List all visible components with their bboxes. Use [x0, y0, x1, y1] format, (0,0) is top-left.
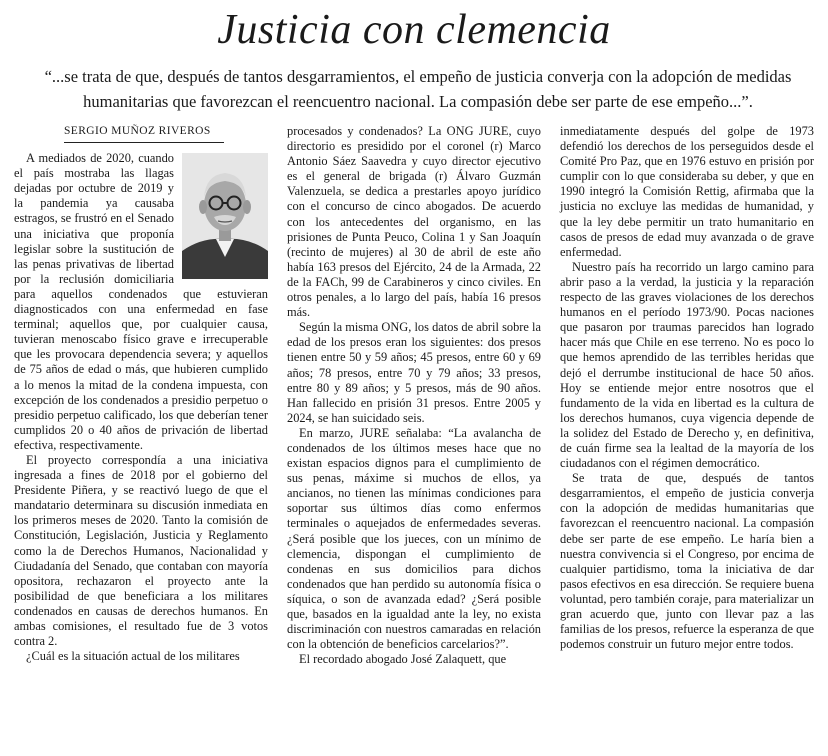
article-column-2: [287, 124, 541, 667]
article-title: Justicia con clemencia: [217, 7, 611, 53]
paragraph: Se trata de que, después de tantos desgarramientos, el empeño de justicia converja con la adopción de medidas humanitarias que favorezcan el reencuentro nacional. La compasión debe ser parte de ese empeño. Le haría bien a nuestra convivencia si el Congreso, por encima de cualquier partidismo, toma la iniciativa de dar pasos efectivos en esa dirección. Se requiere buena voluntad, pero también coraje, para materializar un gran acuerdo que, junto con llevar paz a las familias de los presos, refuerce la esperanza de que podemos construir un futuro mejor entre todos.: [560, 471, 814, 652]
paragraph: Nuestro país ha recorrido un largo camino para abrir paso a la verdad, la justicia y la reparación respecto de las graves violaciones de los derechos humanos en el período 1973/90. Pocas naciones que pasaron por traumas parecidos han logrado hacer más que Chile en ese terreno. No es poco lo que hemos aprendido de las terribles heridas que dejó el derrumbe institucional de hace 50 años. Hoy se entiende mejor entre nosotros que el fundamento de la vida en libertad es la cultura de los derechos humanos, cuya vigencia depende de la solidez del Estado de Derecho y, en definitiva, de cuán firme sea la lealtad de la mayoría de los ciudadanos con el régimen democrático.: [560, 259, 814, 471]
paragraph: El proyecto correspondía a una iniciativa ingresada a fines de 2018 por el gobierno del Presidente Piñera, y se reactivó luego de que el mandatario determinara su discusión inmediata en los primeros meses de 2020. Tanto la comisión de Constitución, Legislación, Justicia y Reglamento como la de Derechos Humanos, Nacionalidad y Ciudadanía del Senado, que contaban con mayoría opositora, rechazaron el proyecto ante la posibilidad de que beneficiara a los militares condenados en causas de derechos humanos. En ambas comisiones, el resultado fue de 3 votos contra 2.: [14, 452, 268, 649]
pull-quote: “...se trata de que, después de tantos desgarramientos, el empeño de justicia converja con la adopción de medidas humanitarias que favorezcan el reencuentro nacional. La compasión debe ser parte de ese empeño...”.: [44, 67, 792, 111]
paragraph: Según la misma ONG, los datos de abril sobre la edad de los presos eran los siguientes: dos presos tienen entre 50 y 59 años; 45 presos, entre 60 y 69 años; 78 presos, entre 70 y 79 años; 33 presos, entre 80 y 89 años; y 5 presos, más de 90 años. Han fallecido en prisión 31 presos. Entre 2005 y 2024, se han suicidado seis.: [287, 320, 541, 425]
author-photo: [182, 153, 268, 279]
article-column-1: [14, 124, 268, 664]
paragraph: El recordado abogado José Zalaquett, que: [299, 652, 507, 667]
article-column-3: [560, 124, 814, 652]
paragraph: inmediatamente después del golpe de 1973 defendió los derechos de los perseguidos desde el Comité Pro Paz, que en 1976 estuvo en prisión por cumplir con lo que consideraba su deber, y que en 1990 integró la Comisión Rettig, afirmaba que la justicia no excluye las medidas de humanidad, y que la ley debe permitir un trato humanitario en casos de presos de edad muy avanzada o de grave enfermedad.: [560, 124, 814, 259]
paragraph: procesados y condenados? La ONG JURE, cuyo directorio es presidido por el coronel (r) Marco Antonio Sáez Saavedra y cuyo director ejecutivo es el general de brigada (r) Álvaro Guzmán Valenzuela, se dedica a prestarles apoyo jurídico con el concurso de cinco abogados. De acuerdo con los antecedentes del organismo, en las prisiones de Punta Peuco, Colina 1 y San Joaquín (recinto de mujeres) al 30 de abril de este año había 163 presos del Ejército, 24 de la Armada, 22 de la FACh, 99 de Carabineros y cinco civiles. En otros penales, a lo largo del país, había 16 presos más.: [287, 124, 541, 320]
paragraph: En marzo, JURE señalaba: “La avalancha de condenados de los últimos meses hace que no existan espacios dignos para el cumplimiento de sus penas, máxime si muchos de ellos, ya ancianos, no tienen las mínimas condiciones para soportar sus últimos días como enfermos terminales o aquejados de enfermedades severas. ¿Será posible que los jueces, con un mínimo de clemencia, dispongan el cumplimiento de condenas en sus domicilios para dichos condenados que han perdido su autonomía física o síquica, o son de avanzada edad? ¿Será posible que, basados en la igualdad ante la ley, no exista discriminación con nuestros camaradas en relación con la obtención de beneficios carcelarios?”.: [287, 425, 541, 652]
author-byline: SERGIO MUÑOZ RIVEROS: [64, 124, 224, 143]
paragraph: A mediados de 2020, cuando el país mostraba las llagas dejadas por octubre de 2019 y la pandemia ya causaba estragos, se frustró en el Senado una iniciativa que proponía legislar sobre la sustitución de las penas privativas de libertad por la reclusión domiciliaria para aquellos condenados que estuvieran diagnosticados con una enfermedad en fase terminal; aquellos que, por cualquier causa, tuvieran menoscabo físico grave e irrecuperable que les provocara dependencia severa; y aquellos de 75 años de edad o más, que hubieren cumplido a lo menos la mitad de la condena impuesta, con excepción de los condenados a presidio perpetuo o presidio perpetuo calificado, los que deberían tener cumplidos 20 o 40 años de privación de libertad efectiva, respectivamente.: [14, 151, 268, 452]
paragraph: ¿Cuál es la situación actual de los militares: [26, 649, 240, 664]
